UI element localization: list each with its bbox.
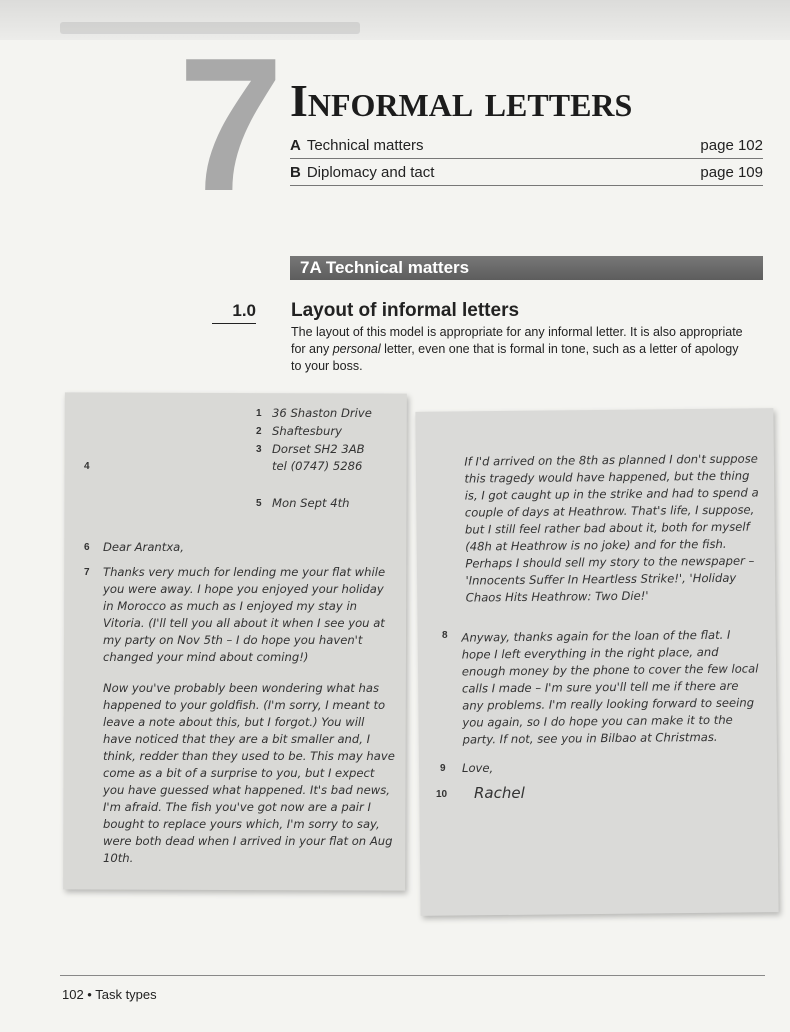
letter-date: Mon Sept 4th bbox=[272, 496, 350, 510]
line-number: 2 bbox=[256, 426, 262, 437]
telephone: tel (0747) 5286 bbox=[272, 459, 363, 473]
toc-letter: A bbox=[290, 136, 301, 154]
closing: Love, bbox=[462, 761, 494, 775]
paragraph-8: Anyway, thanks again for the loan of the flat. I hope I left everything in the right place, and enough money by the phone to cover the few local calls I made – I'm sure you'll tell me if there are any problems. I'm really looking forward to seeing you again, so I do hope you can make it to the party. If not, see you in Bilbao at Christmas. bbox=[461, 627, 759, 747]
toc-page: page 109 bbox=[700, 163, 763, 181]
intro-text-italic: personal bbox=[332, 342, 381, 356]
chapter-number: 7 bbox=[178, 19, 278, 231]
footer-divider bbox=[60, 975, 765, 976]
toc-page: page 102 bbox=[700, 136, 763, 154]
paragraph-7: Thanks very much for lending me your flat while you were away. I hope you enjoyed your holiday in Morocco as much as I enjoyed my stay in Vitoria. (I'll tell you all about it when I see you at my party on Nov 5th – I do hope you haven't changed your mind about coming!) bbox=[103, 565, 386, 664]
paragraph-7b: Now you've probably been wondering what has happened to your goldfish. (I'm sorry, I meant to leave a note about this, but I forgot.) You will have noticed that they are a bit smaller and, I think, redder than they used to be. This may have come as a bit of a surprise to you, but I expect you have guessed what happened. It's bad news, I'm afraid. The fish you've got now are a pair I bought to replace yours which, I'm sorry to say, were both dead when I arrived in your flat on Aug 10th. bbox=[103, 681, 395, 865]
line-number: 10 bbox=[436, 789, 448, 800]
table-of-contents bbox=[290, 132, 763, 186]
section-intro bbox=[291, 324, 751, 375]
greeting: Dear Arantxa, bbox=[103, 540, 184, 554]
paragraph-right-1: If I'd arrived on the 8th as planned I don't suppose this tragedy would have happened, but the thing is, I got caught up in the strike and had to spend a couple of days at Heathrow. That's life, I suppose, but I still feel rather bad about it, both for myself (48h at Heathrow is no joke) and for the fish. Perhaps I should sell my story to the newspaper – 'Innocents Suffer In Heartless Strike!', 'Holiday Chaos Hits Heathrow: Two Die!' bbox=[464, 451, 759, 605]
line-number: 3 bbox=[256, 444, 262, 455]
toc-row-b[interactable] bbox=[290, 159, 763, 186]
section-heading-bar: 7A Technical matters bbox=[290, 256, 763, 280]
address-line-3: Dorset SH2 3AB bbox=[272, 442, 365, 456]
top-bar bbox=[0, 0, 790, 40]
toc-label: Technical matters bbox=[306, 136, 424, 154]
line-number: 6 bbox=[84, 542, 90, 553]
toc-row-a[interactable] bbox=[290, 132, 763, 159]
line-number: 7 bbox=[84, 567, 90, 578]
chapter-title: Informal letters bbox=[290, 75, 633, 126]
section-number: 1.0 bbox=[212, 301, 256, 324]
toc-label: Diplomacy and tact bbox=[306, 163, 435, 181]
line-number: 5 bbox=[256, 498, 262, 509]
section-title: Layout of informal letters bbox=[291, 300, 520, 321]
line-number: 4 bbox=[84, 461, 90, 472]
line-number: 1 bbox=[256, 408, 262, 419]
address-line-1: 36 Shaston Drive bbox=[272, 406, 372, 420]
line-number: 9 bbox=[440, 763, 446, 774]
address-line-2: Shaftesbury bbox=[272, 424, 342, 438]
signature: Rachel bbox=[474, 784, 525, 802]
intro-text-start: The layout of this model is appropriate for any informal letter. It is also appropriate for any bbox=[291, 325, 743, 356]
page-footer: 102 • Task types bbox=[62, 987, 157, 1002]
line-number: 8 bbox=[442, 630, 448, 641]
intro-text-end: letter, even one that is formal in tone, such as a letter of apology to your boss. bbox=[291, 342, 739, 373]
toc-letter: B bbox=[290, 163, 301, 181]
